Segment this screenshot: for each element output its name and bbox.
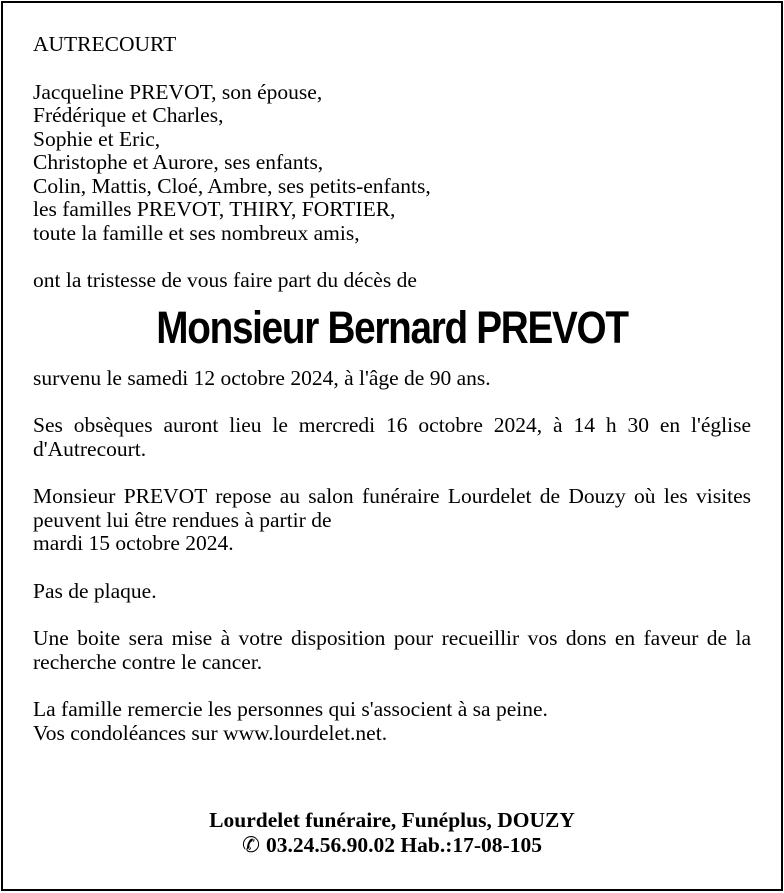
viewing-info [33,485,751,556]
family-line: Christophe et Aurore, ses enfants, [33,150,324,174]
funeral-info: Ses obsèques auront lieu le mercredi 16 octobre 2024, à 14 h 30 en l'église d'Autrecourt. [33,413,751,461]
condolences-line: Vos condoléances sur www.lourdelet.net. [33,720,388,745]
closing [33,698,751,745]
viewing-date: mardi 15 octobre 2024. [33,531,234,555]
no-plaque-note: Pas de plaque. [33,578,157,603]
donation-info: Une boite sera mise à votre disposition pour recueillir vos dons en faveur de la recherche contre le cancer. [33,626,751,674]
thanks-line: La famille remercie les personnes qui s'associent à sa peine. [33,697,548,721]
phone-number: 03.24.56.90.02 Hab.:17-08-105 [266,833,542,857]
family-line: Colin, Mattis, Cloé, Ambre, ses petits-enfants, [33,173,431,198]
death-info: survenu le samedi 12 octobre 2024, à l'âge de 90 ans. [33,365,491,390]
funeral-home-footer [3,808,781,858]
deceased-name: Monsieur Bernard PREVOT [156,301,628,353]
family-line: Sophie et Eric, [33,126,161,151]
family-line: les familles PREVOT, THIRY, FORTIER, [33,197,396,221]
town-name: AUTRECOURT [33,32,177,56]
family-line: toute la famille et ses nombreux amis, [33,220,360,245]
funeral-home-contact [3,833,781,858]
announcement-intro: ont la tristesse de vous faire part du décès de [33,268,417,292]
viewing-info-text: Monsieur PREVOT repose au salon funéraire Lourdelet de Douzy où les visites peuvent lui être rendues à partir de [33,484,751,532]
family-line: Jacqueline PREVOT, son épouse, [33,79,323,104]
phone-icon: ✆ [242,833,261,857]
funeral-home-name: Lourdelet funéraire, Funéplus, DOUZY [209,808,575,832]
obituary-notice [1,1,783,891]
family-line: Frédérique et Charles, [33,103,224,127]
family-list [33,81,751,246]
